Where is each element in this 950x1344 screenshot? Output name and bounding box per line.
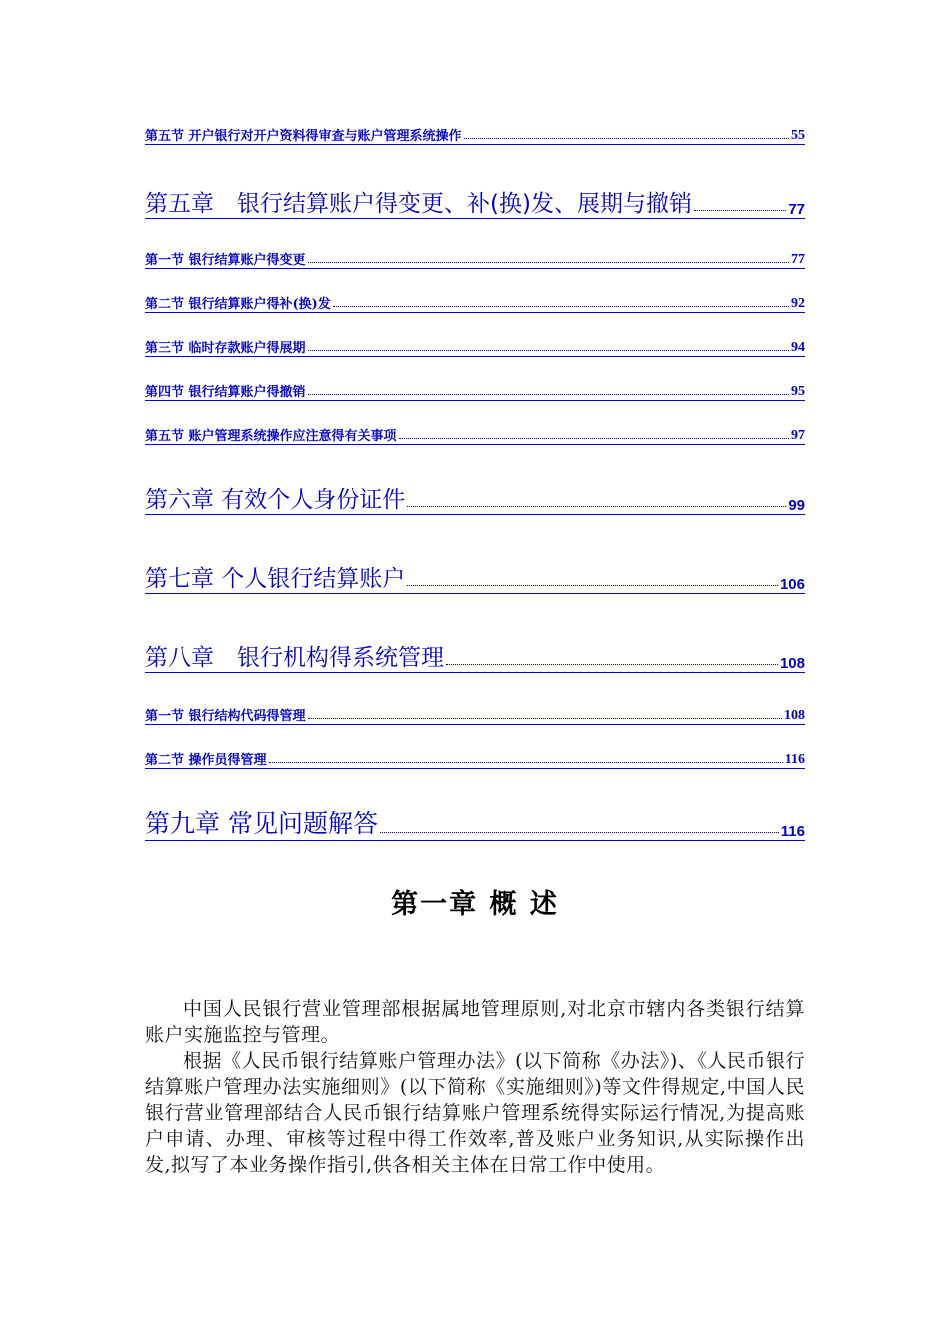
toc-dot-leader	[446, 663, 778, 665]
toc-dot-leader	[269, 761, 783, 763]
toc-entry-title: 第五节 账户管理系统操作应注意得有关事项	[145, 429, 397, 444]
toc-dot-leader	[407, 505, 786, 507]
toc-entry-ch5-sec2[interactable]	[145, 292, 805, 313]
chapter-heading: 第一章 概 述	[391, 889, 559, 920]
toc-entry-page: 99	[788, 497, 805, 514]
toc-entry-page: 92	[791, 296, 805, 311]
toc-entry-ch5-sec1[interactable]	[145, 248, 805, 269]
toc-entry-title: 第七章 个人银行结算账户	[145, 566, 406, 592]
toc-dot-leader	[308, 261, 789, 263]
toc-dot-leader	[308, 717, 782, 719]
toc-entry-title: 第五节 开户银行对开户资料得审查与账户管理系统操作	[145, 129, 462, 144]
toc-dot-leader	[333, 305, 789, 307]
toc-entry-title: 第一节 银行结算账户得变更	[145, 253, 306, 268]
toc-entry-page: 95	[791, 384, 805, 399]
toc-entry-page: 55	[791, 128, 805, 143]
toc-dot-leader	[464, 137, 789, 139]
toc-entry-page: 94	[791, 340, 805, 355]
toc-entry-page: 108	[779, 655, 805, 672]
toc-dot-leader	[308, 393, 789, 395]
toc-entry-title: 第四节 银行结算账户得撤销	[145, 385, 306, 400]
toc-entry-page: 116	[784, 752, 805, 767]
toc-entry-ch5[interactable]	[145, 182, 805, 219]
chapter-body	[145, 996, 805, 1178]
toc-entry-ch5-sec3[interactable]	[145, 336, 805, 357]
toc-entry-title: 第九章 常见问题解答	[145, 809, 378, 838]
toc-dot-leader	[694, 209, 786, 211]
toc-entry-title: 第一节 银行结构代码得管理	[145, 709, 306, 724]
toc-entry-ch9[interactable]	[145, 804, 805, 841]
toc-entry-ch7[interactable]	[145, 557, 805, 594]
toc-entry-title: 第六章 有效个人身份证件	[145, 487, 406, 513]
toc-entry-title: 第三节 临时存款账户得展期	[145, 341, 306, 356]
toc-dot-leader	[380, 831, 779, 833]
toc-entry-ch8-sec1[interactable]	[145, 704, 805, 725]
toc-entry-title: 第五章 银行结算账户得变更、补(换)发、展期与撤销	[145, 191, 692, 217]
toc-entry-ch5-sec5[interactable]	[145, 424, 805, 445]
toc-entry-page: 108	[784, 708, 805, 723]
toc-entry-ch8-sec2[interactable]	[145, 748, 805, 769]
toc-entry-page: 97	[791, 428, 805, 443]
toc-entry-ch5-sec4[interactable]	[145, 380, 805, 401]
toc-entry-title: 第二节 操作员得管理	[145, 753, 267, 768]
toc-entry-page: 77	[788, 201, 805, 218]
toc-dot-leader	[308, 349, 789, 351]
toc-dot-leader	[399, 437, 789, 439]
body-paragraph: 根据《人民币银行结算账户管理办法》(以下简称《办法》)、《人民币银行结算账户管理办法实施细则》(以下简称《实施细则》)等文件得规定,中国人民银行营业管理部结合人民币银行结算账户管理系统得实际运行情况,为提高账户申请、办理、审核等过程中得工作效率,普及账户业务知识,从实际操作出发,拟写了本业务操作指引,供各相关主体在日常工作中使用。	[145, 1050, 805, 1176]
toc-entry-ch6[interactable]	[145, 478, 805, 515]
toc-entry-ch8[interactable]	[145, 636, 805, 673]
toc-entry-page: 77	[791, 252, 805, 267]
toc-entry-page: 106	[779, 576, 805, 593]
body-paragraph: 中国人民银行营业管理部根据属地管理原则,对北京市辖内各类银行结算账户实施监控与管理。	[145, 998, 805, 1046]
toc-dot-leader	[407, 584, 778, 586]
toc-entry-ch4-sec5[interactable]	[145, 124, 805, 145]
toc-entry-title: 第二节 银行结算账户得补(换)发	[145, 297, 331, 312]
toc-entry-title: 第八章 银行机构得系统管理	[145, 645, 444, 671]
toc-entry-page: 116	[780, 823, 805, 840]
